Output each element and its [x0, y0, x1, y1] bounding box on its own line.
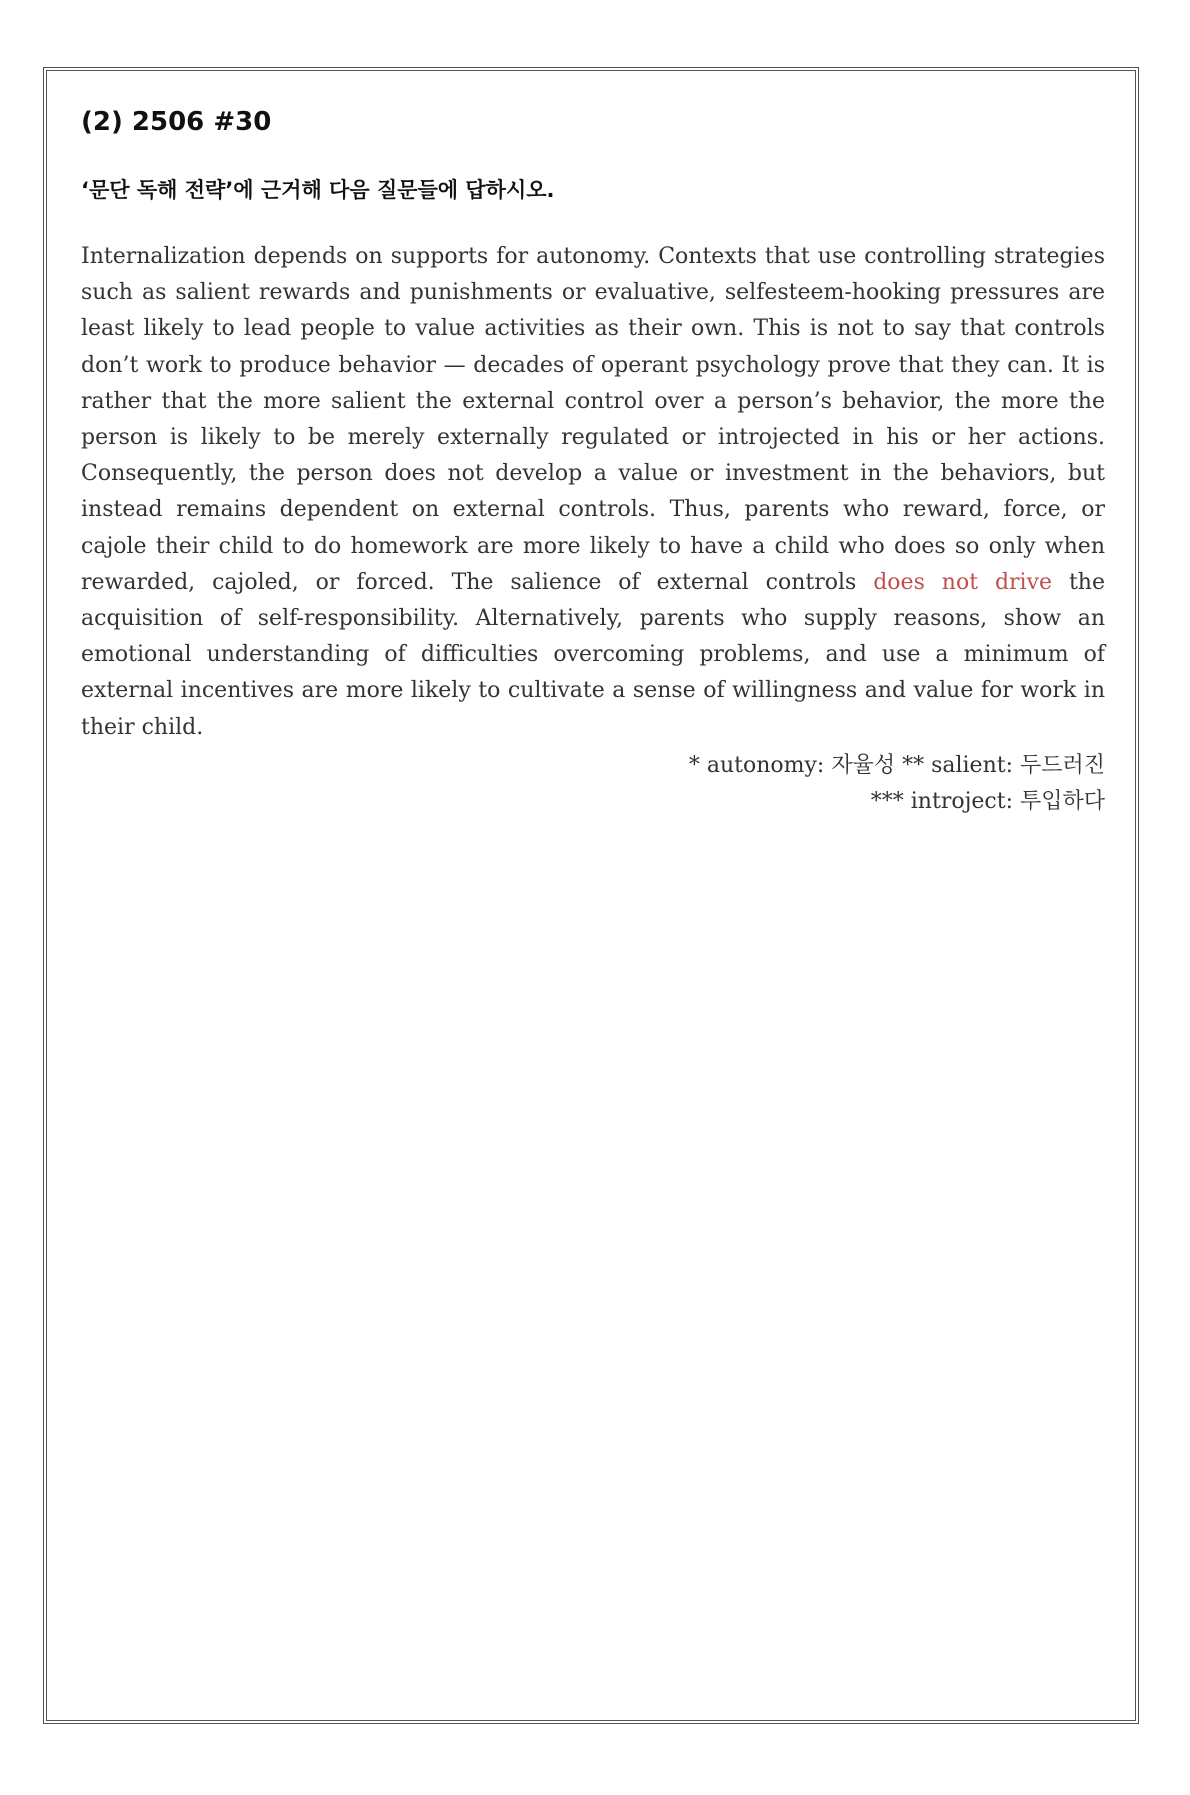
passage-highlight: does not drive	[873, 569, 1053, 595]
page-frame	[43, 67, 1139, 1724]
reading-passage	[81, 239, 1105, 746]
question-instruction: ‘문단 독해 전략’에 근거해 다음 질문들에 답하시오.	[81, 178, 555, 202]
passage-text-after: the acquisition of self-responsibility. Alternatively, parents who supply reasons, show an emotional understanding of difficulties overcoming problems, and use a minimum of external incentives are more likely to cultivate a sense of willingness and value for work in their child.	[81, 569, 1105, 740]
glossary-footnotes	[81, 748, 1105, 820]
question-content	[81, 105, 1105, 820]
passage-text-before: Internalization depends on supports for autonomy. Contexts that use controlling strategies such as salient rewards and punishments or evaluative, selfesteem-hooking pressures are least likely to lead people to value activities as their own. This is not to say that controls don’t work to produce behavior — decades of operant psychology prove that they can. It is rather that the more salient the external control over a person’s behavior, the more the person is likely to be merely externally regulated or introjected in his or her actions. Consequently, the person does not develop a value or investment in the behaviors, but instead remains dependent on external controls. Thus, parents who reward, force, or cajole their child to do homework are more likely to have a child who does so only when rewarded, cajoled, or forced. The salience of external controls	[81, 244, 1105, 595]
footnote-line-1: * autonomy: 자율성 ** salient: 두드러진	[688, 752, 1105, 778]
footnote-line-2: *** introject: 투입하다	[870, 788, 1105, 814]
question-heading: (2) 2506 #30	[81, 107, 272, 137]
